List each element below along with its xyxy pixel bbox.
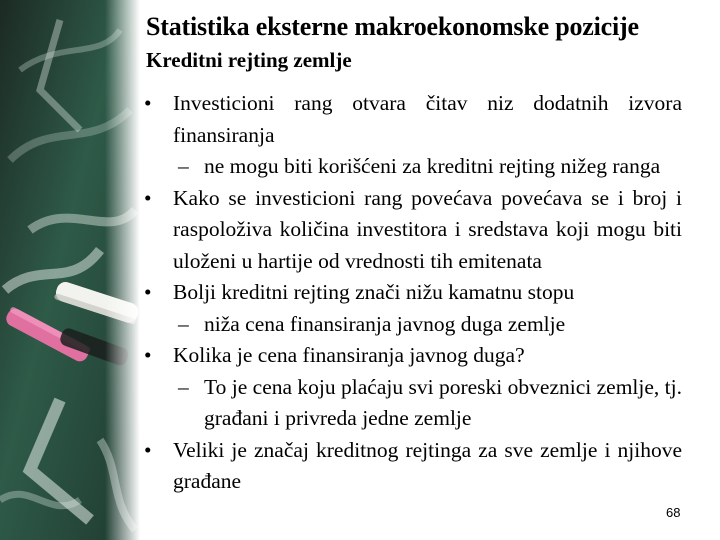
bullet-dot-icon: •	[144, 280, 152, 304]
bullet-item: • Kolika je cena finansiranja javnog duga?	[142, 340, 682, 372]
sub-bullet-item: – niža cena finansiranja javnog duga zemlje	[142, 309, 682, 341]
bullet-dot-icon: •	[144, 185, 152, 210]
dash-icon: –	[178, 311, 189, 336]
bullet-item: • Investicioni rang otvara čitav niz dodatnih izvora finansiranja	[142, 88, 682, 151]
slide-content	[142, 0, 702, 540]
bullet-dot-icon: •	[144, 343, 152, 367]
bullet-dot-icon: •	[144, 91, 152, 115]
bullet-item: • Kako se investicioni rang povećava povećava se i broj i raspoloživa količina investitora i sredstava koji mogu biti uloženi u hartije od vrednosti tih emitenata	[142, 183, 682, 278]
sub-bullet-item: – ne mogu biti korišćeni za kreditni rejting nižeg ranga	[142, 151, 682, 183]
slide-title: Statistika eksterne makroekonomske pozicije	[146, 12, 639, 41]
bullet-item: • Bolji kreditni rejting znači nižu kamatnu stopu	[142, 277, 682, 309]
dash-icon: –	[178, 374, 189, 399]
sub-bullet-item: – To je cena koju plaćaju svi poreski obveznici zemlje, tj. građani i privreda jedne zemlje	[142, 372, 682, 435]
chalkboard-image	[0, 0, 140, 540]
page-number: 68	[666, 505, 681, 520]
bullet-list	[142, 88, 682, 498]
bullet-dot-icon: •	[144, 437, 152, 462]
bullet-item: • Veliki je značaj kreditnog rejtinga za sve zemlje i njihove građane	[142, 435, 682, 498]
slide-subtitle: Kreditni rejting zemlje	[146, 48, 352, 72]
dash-icon: –	[178, 154, 189, 178]
